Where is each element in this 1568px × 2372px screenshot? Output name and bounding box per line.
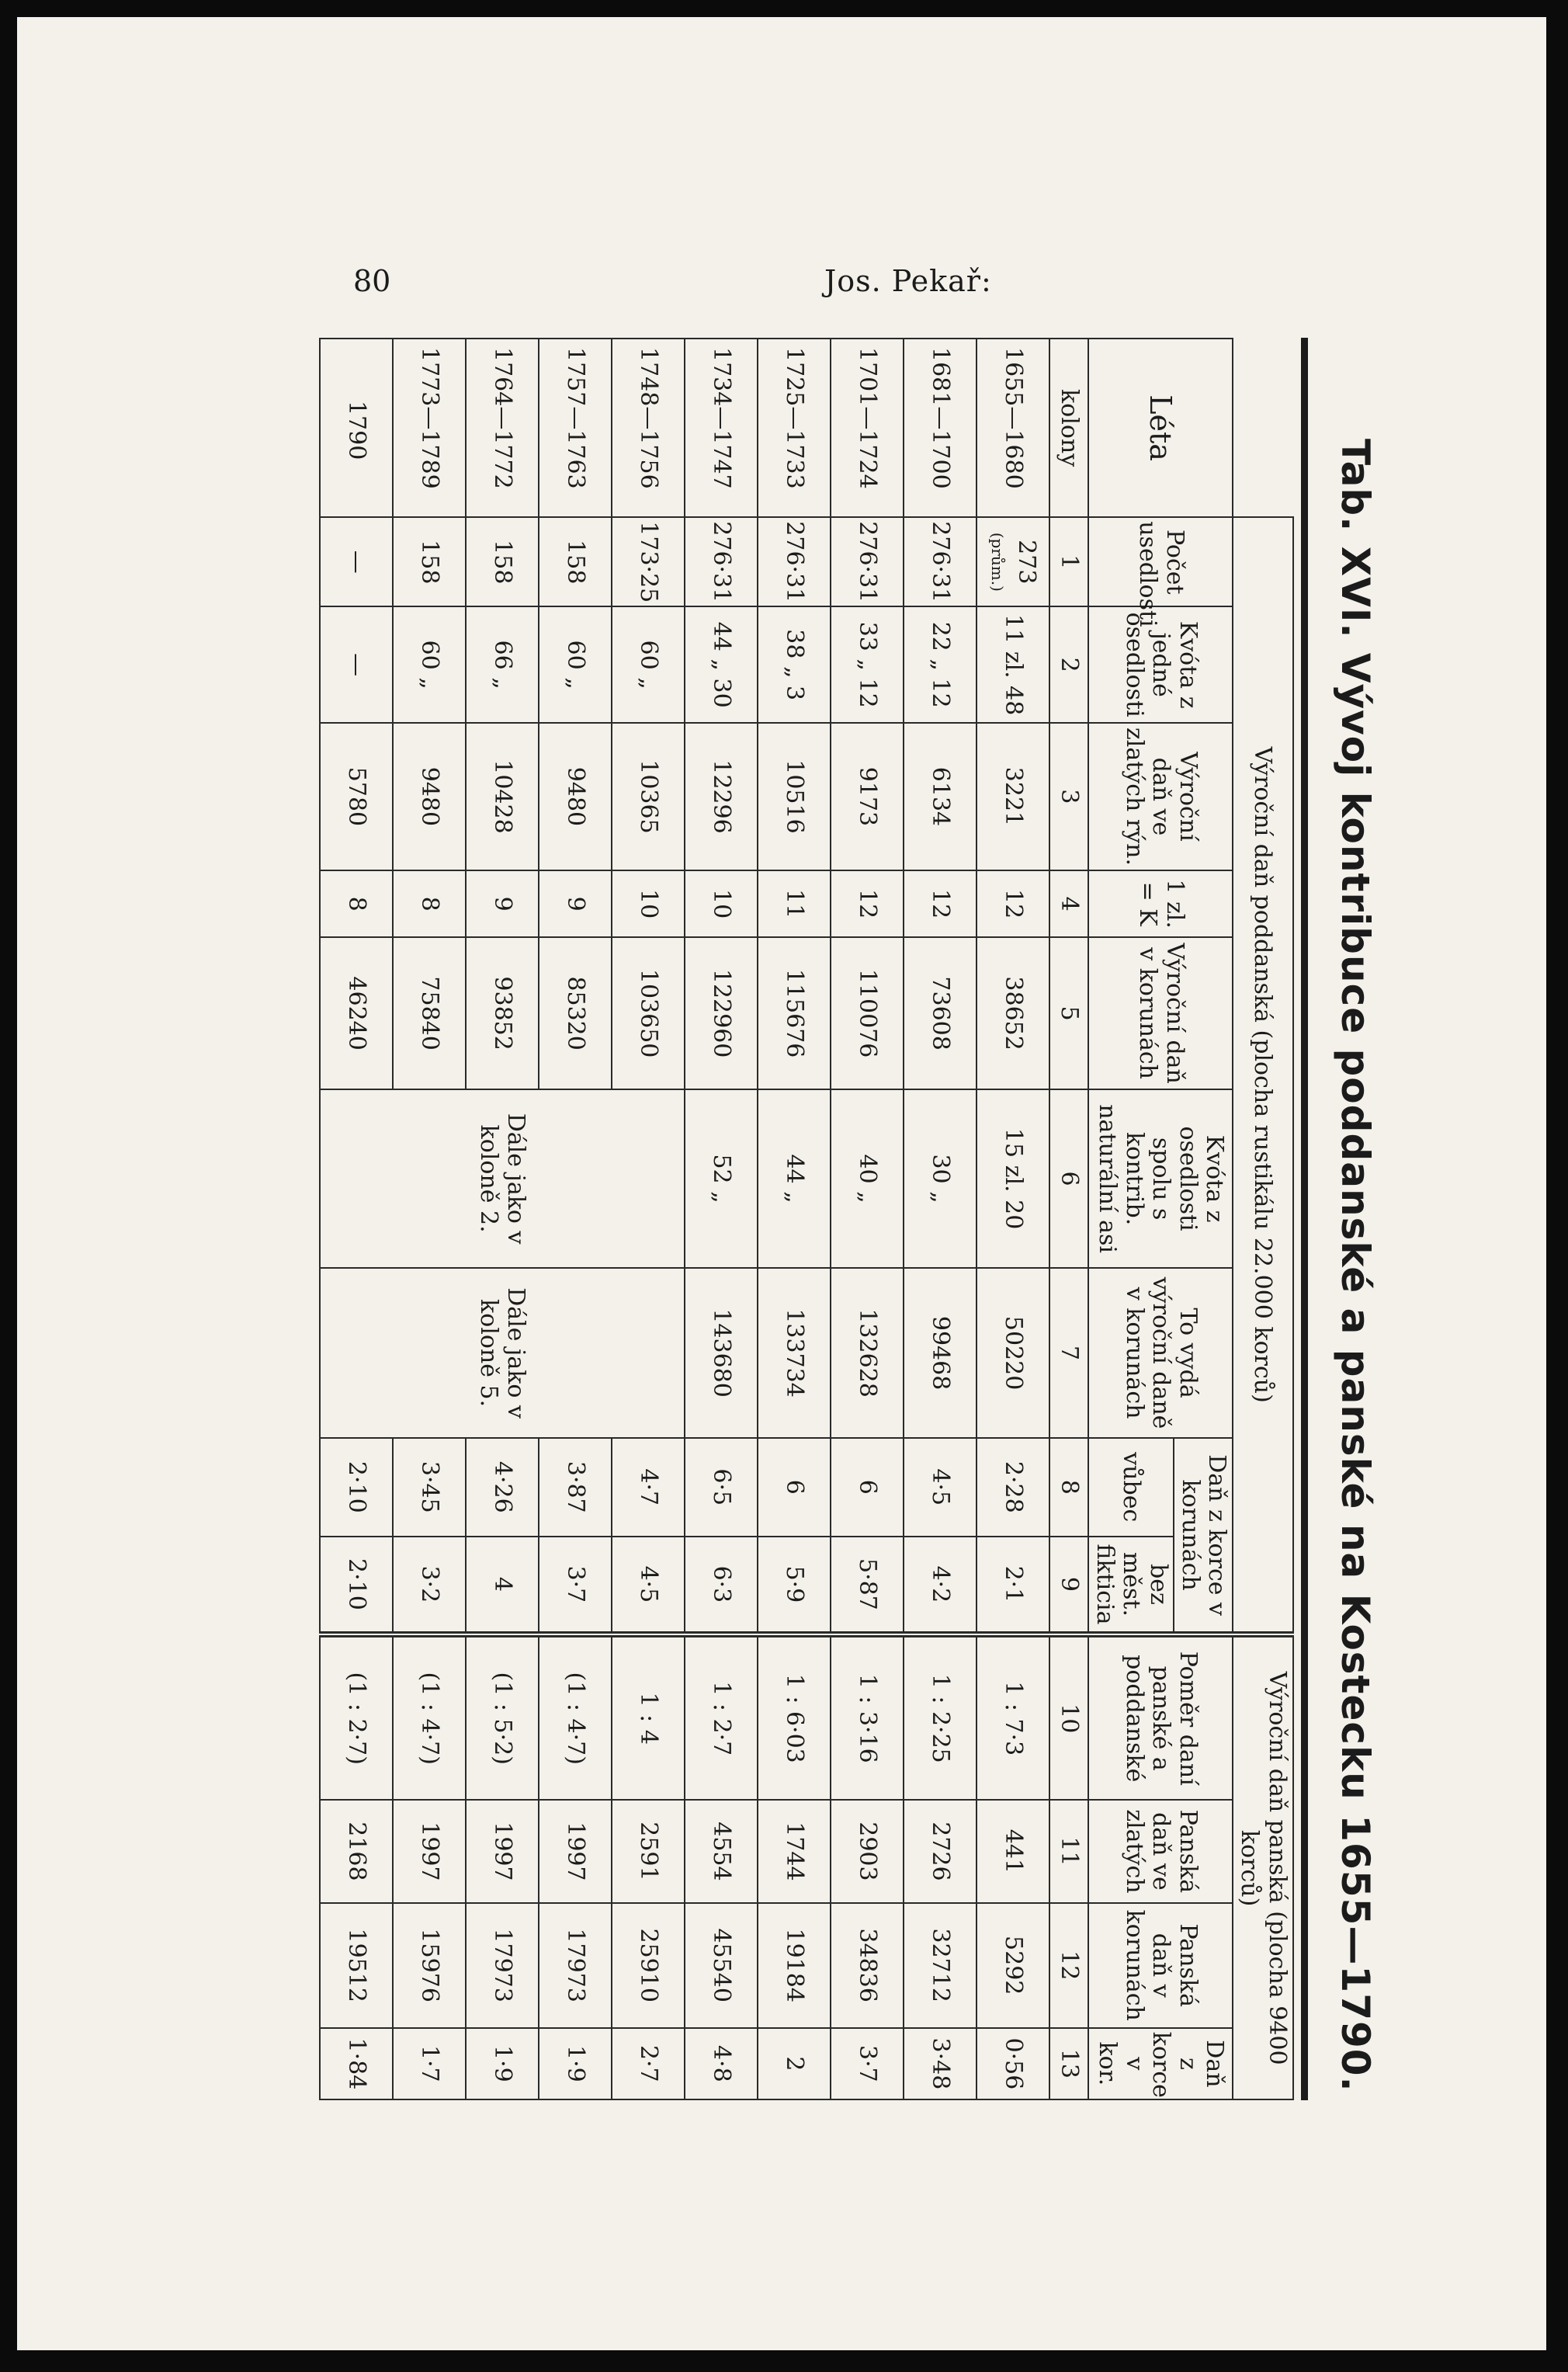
cell-c3: 10428: [467, 723, 539, 870]
cell-c4: 12: [977, 870, 1050, 937]
cell-c12: 17973: [539, 1903, 612, 2028]
cell-c8: 2·28: [977, 1438, 1050, 1537]
cell-c3: 10516: [758, 723, 831, 870]
header-panska-korunach: Panská daň v korunách: [1089, 1903, 1233, 2028]
cell-c3: 12296: [685, 723, 758, 870]
header-kvota-jedne: Kvóta z jedné osedlosti: [1089, 606, 1233, 723]
table-row: [685, 339, 758, 2099]
cell-c1: 276·31: [685, 517, 758, 606]
cell-c2: 60 „: [612, 606, 685, 723]
cell-c9: 3·7: [539, 1537, 612, 1635]
contribution-table: [320, 338, 1295, 2100]
cell-c4: 10: [685, 870, 758, 937]
header-panska-zlatych: Panská daň ve zlatých: [1089, 1800, 1233, 1902]
cell-c9: 2·1: [977, 1537, 1050, 1635]
cell-c5: 110076: [831, 937, 904, 1089]
merged-note-col6: Dále jako v koloně 2.: [321, 1089, 685, 1268]
cell-c1: —: [321, 517, 394, 606]
cell-c1: 276·31: [831, 517, 904, 606]
cell-c12: 15976: [394, 1903, 467, 2028]
colnum-12: 12: [1050, 1903, 1089, 2028]
cell-c4: 11: [758, 870, 831, 937]
cell-years: 1764—1772: [467, 339, 539, 517]
cell-c5: 38652: [977, 937, 1050, 1089]
header-row: [1174, 339, 1233, 2099]
cell-c8: 2·10: [321, 1438, 394, 1537]
cell-years: 1773—1789: [394, 339, 467, 517]
cell-c10: (1 : 4·7): [394, 1634, 467, 1800]
cell-c8: 6: [831, 1438, 904, 1537]
cell-c11: 441: [977, 1800, 1050, 1902]
colnum-13: 13: [1050, 2028, 1089, 2099]
cell-c4: 12: [831, 870, 904, 937]
cell-c11: 2903: [831, 1800, 904, 1902]
cell-c8: 4·7: [612, 1438, 685, 1537]
cell-c7: 133734: [758, 1268, 831, 1438]
header-bez-mest: bez měst. fikticia: [1089, 1537, 1174, 1635]
header-kvota-naturalni: Kvóta z osedlosti spolu s kontrib. naturální asi: [1089, 1089, 1233, 1268]
table-row: [977, 339, 1050, 2099]
cell-c1: 276·31: [758, 517, 831, 606]
header-vubec: vůbec: [1089, 1438, 1174, 1537]
cell-c2: 60 „: [539, 606, 612, 723]
colnum-6: 6: [1050, 1089, 1089, 1268]
cell-c13: 4·8: [685, 2028, 758, 2099]
cell-c11: 4554: [685, 1800, 758, 1902]
colnum-1: 1: [1050, 517, 1089, 606]
cell-years: 1757—1763: [539, 339, 612, 517]
cell-c4: 9: [539, 870, 612, 937]
cell-c1: 158: [394, 517, 467, 606]
cell-c11: 2591: [612, 1800, 685, 1902]
cell-c9: 6·3: [685, 1537, 758, 1635]
cell-c2: 38 „ 3: [758, 606, 831, 723]
colnum-9: 9: [1050, 1537, 1089, 1635]
cell-c13: 0·56: [977, 2028, 1050, 2099]
cell-c2: —: [321, 606, 394, 723]
cell-c3: 9480: [539, 723, 612, 870]
cell-years: 1748—1756: [612, 339, 685, 517]
cell-c5: 46240: [321, 937, 394, 1089]
cell-c11: 1744: [758, 1800, 831, 1902]
title-rule: [1301, 338, 1308, 2100]
cell-c1: 276·31: [904, 517, 977, 606]
colnum-10: 10: [1050, 1634, 1089, 1800]
cell-c11: 1997: [467, 1800, 539, 1902]
cell-c9: 5·87: [831, 1537, 904, 1635]
cell-c10: (1 : 2·7): [321, 1634, 394, 1800]
cell-years: 1790: [321, 339, 394, 517]
merged-note-col7: Dále jako v koloně 5.: [321, 1268, 685, 1438]
cell-c2: 22 „ 12: [904, 606, 977, 723]
cell-c8: 3·45: [394, 1438, 467, 1537]
cell-c5: 103650: [612, 937, 685, 1089]
table-row: [612, 339, 685, 2099]
cell-c6: 44 „: [758, 1089, 831, 1268]
cell-c13: 1·7: [394, 2028, 467, 2099]
colnum-7: 7: [1050, 1268, 1089, 1438]
cell-c9: 3·2: [394, 1537, 467, 1635]
cell-c13: 1·84: [321, 2028, 394, 2099]
running-head-author: Jos. Pekař:: [824, 264, 992, 298]
cell-c13: 1·9: [539, 2028, 612, 2099]
cell-c2: 11 zl. 48: [977, 606, 1050, 723]
cell-c5: 93852: [467, 937, 539, 1089]
cell-c10: 1 : 6·03: [758, 1634, 831, 1800]
cell-c4: 8: [321, 870, 394, 937]
cell-c5: 73608: [904, 937, 977, 1089]
cell-c13: 2: [758, 2028, 831, 2099]
cell-c13: 1·9: [467, 2028, 539, 2099]
cell-c10: 1 : 4: [612, 1634, 685, 1800]
colnum-5: 5: [1050, 937, 1089, 1089]
cell-c3: 6134: [904, 723, 977, 870]
cell-c5: 115676: [758, 937, 831, 1089]
rotated-table-block: [128, 338, 1386, 2100]
cell-c9: 5·9: [758, 1537, 831, 1635]
table-row: [831, 339, 904, 2099]
cell-c6: 40 „: [831, 1089, 904, 1268]
cell-c7: 50220: [977, 1268, 1050, 1438]
table-row: [758, 339, 831, 2099]
cell-c13: 3·7: [831, 2028, 904, 2099]
cell-c7: 132628: [831, 1268, 904, 1438]
header-vyrocni-dan-zlatych: Výroční daň ve zlatých rýn.: [1089, 723, 1233, 870]
cell-c6: 30 „: [904, 1089, 977, 1268]
table-row: [904, 339, 977, 2099]
cell-c6: 52 „: [685, 1089, 758, 1268]
cell-c2: 66 „: [467, 606, 539, 723]
cell-c2: 60 „: [394, 606, 467, 723]
cell-c12: 19512: [321, 1903, 394, 2028]
header-pocet-usedlosti: Počet usedlosti: [1089, 517, 1233, 606]
cell-c11: 2726: [904, 1800, 977, 1902]
cell-c3: 10365: [612, 723, 685, 870]
cell-c3: 9480: [394, 723, 467, 870]
cell-c13: 3·48: [904, 2028, 977, 2099]
header-dan-z-korce-kor: Daň z korce v kor.: [1089, 2028, 1233, 2099]
cell-c10: (1 : 5·2): [467, 1634, 539, 1800]
cell-c4: 8: [394, 870, 467, 937]
cell-years: 1734—1747: [685, 339, 758, 517]
cell-c4: 10: [612, 870, 685, 937]
cell-c4: 9: [467, 870, 539, 937]
cell-c7: 143680: [685, 1268, 758, 1438]
cell-c1: 273 (prům.): [977, 517, 1050, 606]
cell-c2: 44 „ 30: [685, 606, 758, 723]
header-zl-k: 1 zl. = K: [1089, 870, 1233, 937]
cell-c5: 122960: [685, 937, 758, 1089]
cell-c3: 3221: [977, 723, 1050, 870]
cell-c8: 6·5: [685, 1438, 758, 1537]
cell-c3: 9173: [831, 723, 904, 870]
column-number-row: [1050, 339, 1089, 2099]
cell-c8: 4·26: [467, 1438, 539, 1537]
cell-c7: 99468: [904, 1268, 977, 1438]
header-to-vyda: To vydá výroční daně v korunách: [1089, 1268, 1233, 1438]
cell-c13: 2·7: [612, 2028, 685, 2099]
cell-c9: 4: [467, 1537, 539, 1635]
cell-c5: 75840: [394, 937, 467, 1089]
cell-c10: 1 : 3·16: [831, 1634, 904, 1800]
colnum-4: 4: [1050, 870, 1089, 937]
cell-c6: 15 zl. 20: [977, 1089, 1050, 1268]
cell-c1: 158: [467, 517, 539, 606]
cell-c2: 33 „ 12: [831, 606, 904, 723]
cell-c12: 17973: [467, 1903, 539, 2028]
colnum-11: 11: [1050, 1800, 1089, 1902]
cell-years: 1725—1733: [758, 339, 831, 517]
colnum-3: 3: [1050, 723, 1089, 870]
cell-c9: 4·2: [904, 1537, 977, 1635]
cell-c4: 12: [904, 870, 977, 937]
cell-c12: 32712: [904, 1903, 977, 2028]
header-dominical-group: Výroční daň panská (plocha 9400 korců): [1233, 1634, 1293, 2099]
cell-c12: 25910: [612, 1903, 685, 2028]
cell-c5: 85320: [539, 937, 612, 1089]
cell-years: 1701—1724: [831, 339, 904, 517]
header-group-row: [1233, 339, 1293, 2099]
cell-c10: 1 : 2·7: [685, 1634, 758, 1800]
cell-c12: 34836: [831, 1903, 904, 2028]
page-number: 80: [353, 264, 391, 298]
header-dan-z-korce: Daň z korce v korunách: [1174, 1438, 1233, 1634]
cell-c11: 1997: [539, 1800, 612, 1902]
header-leta: Léta: [1089, 339, 1233, 517]
cell-c11: 2168: [321, 1800, 394, 1902]
cell-c10: 1 : 7·3: [977, 1634, 1050, 1800]
cell-c8: 6: [758, 1438, 831, 1537]
header-pomer-dani: Poměr daní panské a poddanské: [1089, 1634, 1233, 1800]
cell-c10: 1 : 2·25: [904, 1634, 977, 1800]
header-rustical-group: Výroční daň poddanská (plocha rustikálu 22.000 korců): [1233, 517, 1293, 1634]
cell-c8: 4·5: [904, 1438, 977, 1537]
header-vyrocni-dan-korunach: Výroční daň v korunách: [1089, 937, 1233, 1089]
cell-c9: 2·10: [321, 1537, 394, 1635]
cell-years: 1655—1680: [977, 339, 1050, 517]
cell-c1: 158: [539, 517, 612, 606]
cell-c12: 5292: [977, 1903, 1050, 2028]
cell-c11: 1997: [394, 1800, 467, 1902]
cell-c10: (1 : 4·7): [539, 1634, 612, 1800]
cell-c3: 5780: [321, 723, 394, 870]
colnum-2: 2: [1050, 606, 1089, 723]
cell-c12: 45540: [685, 1903, 758, 2028]
cell-c12: 19184: [758, 1903, 831, 2028]
colnum-8: 8: [1050, 1438, 1089, 1537]
label-kolony: kolony: [1050, 339, 1089, 517]
cell-years: 1681—1700: [904, 339, 977, 517]
table-title: Tab. XVI. Vývoj kontribuce poddanské a panské na Kostecku 1655—1790.: [1333, 439, 1378, 2092]
cell-c8: 3·87: [539, 1438, 612, 1537]
cell-c1: 173·25: [612, 517, 685, 606]
cell-c9: 4·5: [612, 1537, 685, 1635]
